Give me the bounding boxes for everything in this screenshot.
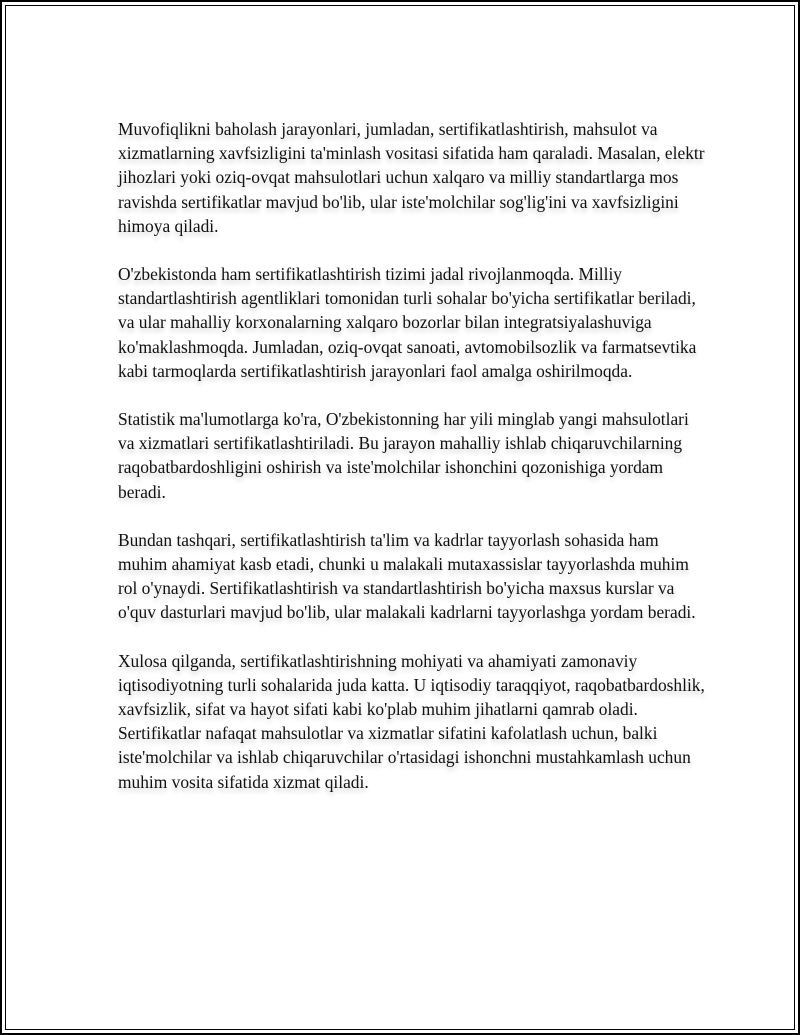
- paragraph-3: Statistik ma'lumotlarga ko'ra, O'zbekistonning har yili minglab yangi mahsulotlari va xizmatlari sertifikatlashtiriladi. Bu jarayon mahalliy ishlab chiqaruvchilarning raqobatbardoshligini oshirish va iste'molchilar ishonchini qozonishiga yordam beradi.: [118, 409, 689, 502]
- paragraph-5: Xulosa qilganda, sertifikatlashtirishning mohiyati va ahamiyati zamonaviy iqtisodiyotning turli sohalarida juda katta. U iqtisodiy taraqqiyot, raqobatbardoshlik, xavfsizlik, sifat va hayot sifati kabi ko'plab muhim jihatlarni qamrab oladi. Sertifikatlar nafaqat mahsulotlar va xizmatlar sifatini kafolatlash uchun, balki iste'molchilar va ishlab chiqaruvchilar o'rtasidagi ishonchni mustahkamlash uchun muhim vosita sifatida xizmat qiladi.: [118, 650, 705, 792]
- document-body: [118, 117, 708, 818]
- paragraph-4: Bundan tashqari, sertifikatlashtirish ta'lim va kadrlar tayyorlash sohasida ham muhim ahamiyat kasb etadi, chunki u malakali mutaxassislar tayyorlashda muhim rol o'ynaydi. Sertifikatlashtirish va standartlashtirish bo'yicha maxsus kurslar va o'quv dasturlari mavjud bo'lib, ular malakali kadrlarni tayyorlashga yordam beradi.: [118, 529, 696, 623]
- paragraph-1: Muvofiqlikni baholash jarayonlari, jumladan, sertifikatlashtirish, mahsulot va xizmatlarning xavfsizligini ta'minlash vositasi sifatida ham qaraladi. Masalan, elektr jihozlari yoki oziq-ovqat mahsulotlari uchun xalqaro va milliy standartlarga mos ravishda sertifikatlar mavjud bo'lib, ular iste'molchilar sog'lig'ini va xavfsizligini himoya qiladi.: [118, 119, 705, 236]
- paragraph-2: O'zbekistonda ham sertifikatlashtirish tizimi jadal rivojlanmoqda. Milliy standartlashtirish agentliklari tomonidan turli sohalar bo'yicha sertifikatlar beriladi, va ular mahalliy korxonalarning xalqaro bozorlar bilan integratsiyalashuviga ko'maklashmoqda. Jumladan, oziq-ovqat sanoati, avtomobilsozlik va farmatsevtika kabi tarmoqlarda sertifikatlashtirish jarayonlari faol amalga oshirilmoqda.: [118, 264, 697, 381]
